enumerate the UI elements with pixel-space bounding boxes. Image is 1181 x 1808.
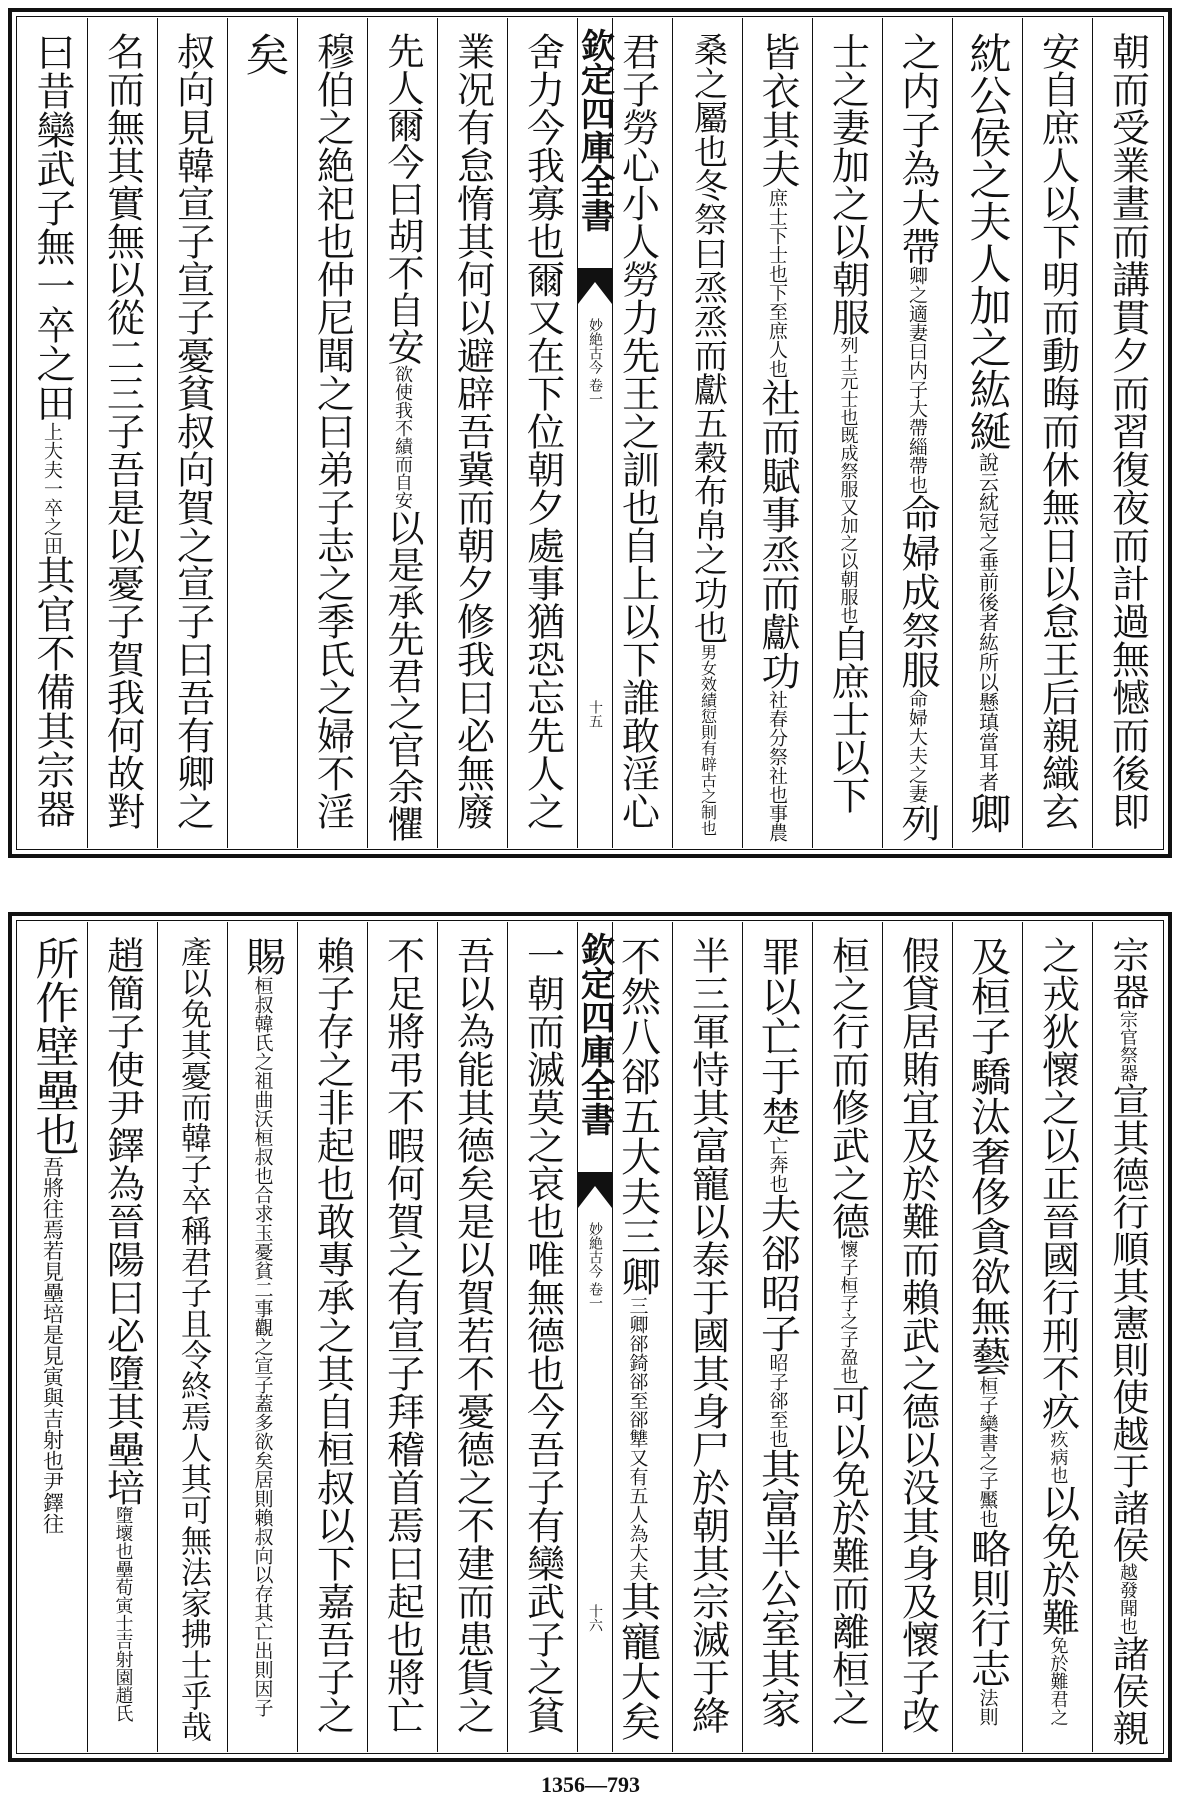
text-column [87,922,157,1752]
column-text [175,936,211,1742]
column-text [963,32,1013,834]
main-text: 皆衣其夫 [755,32,800,188]
column-text [310,32,355,830]
main-text: 假貸居賄宜及於難而賴武之德以没其身及懷子改 [895,936,940,1734]
main-text: 吾以為能其德矣是以賀若不憂德之不建而患貨之 [450,936,495,1734]
column-text [100,936,145,1722]
spine-title: 欽定四庫全書 [574,28,615,232]
annotation-note: 宗官祭器 [1117,1010,1138,1082]
text-column [672,18,742,848]
column-text [895,32,940,842]
main-text: 其寵大矣 [614,1581,661,1741]
annotation-note: 越發聞也 [1117,1563,1138,1635]
column-text [825,32,870,814]
main-text: 命婦成祭服 [895,494,940,689]
main-text: 桓之行而修武之德 [825,936,870,1240]
text-column [952,18,1022,848]
text-column [507,18,577,848]
annotation-note: 吾將往焉若見壘培是見寅與吉射也尹鐸往 [40,1156,65,1534]
column-text [1035,32,1080,830]
main-text: 夫郤昭子 [754,1193,801,1353]
text-column [812,18,882,848]
main-text: 宣其德行順其憲則使越于諸侯 [1106,1082,1149,1563]
column-text [754,936,801,1728]
text-column [367,922,437,1752]
column-text [310,936,355,1734]
annotation-note: 列士元士也既成祭服又加之以朝服也 [837,336,859,624]
text-column [742,18,812,848]
main-text: 其官不備其宗器 [30,555,75,828]
annotation-note: 庶士下士也下至庶人也 [766,188,788,378]
main-text: 先人爾今曰胡不自安 [381,32,424,365]
annotation-note: 桓子欒書之子黶也 [976,1376,999,1528]
text-column [157,18,227,848]
column-text [170,32,215,830]
column-text [381,32,424,842]
text-column [157,922,227,1752]
annotation-note: 昭子郤至也 [766,1353,789,1448]
text-column [18,922,87,1752]
column-text [1106,936,1149,1746]
annotation-note: 命婦大夫之妻 [906,689,928,803]
main-text: 名而無其實無以從二三子吾是以憂子賀我何故對 [100,32,145,830]
column-text [895,936,940,1734]
column-text [100,32,145,830]
main-text: 所作壁壘也 [27,936,79,1156]
upper-right-half [603,18,1162,848]
text-column [297,922,367,1752]
main-text: 桑之屬也冬祭曰烝烝而獻五穀布帛之功也 [687,32,728,644]
main-text: 舍力今我寡也爾又在下位朝夕處事猶恐忘先人之 [520,32,565,830]
column-text [755,32,800,842]
text-column [367,18,437,848]
annotation-note: 男女效績愆則有辟古之制也 [698,644,718,836]
text-column [437,922,507,1752]
main-text: 君子勞心小人勞力先王之訓也自上以下誰敢淫心 [615,32,660,830]
upper-left-half [18,18,577,848]
column-text [687,32,728,836]
main-text: 之内子為大帶 [895,32,940,266]
main-text: 不足將弔不暇何賀之有宣子拜稽首焉曰起也將亡 [380,936,425,1734]
column-text [27,936,79,1534]
text-column [227,922,297,1752]
text-column [882,922,952,1752]
spine-title: 欽定四庫全書 [574,932,615,1136]
upper-center-spine [574,18,615,848]
main-text: 一朝而滅莫之哀也唯無德也今吾子有欒武子之貧 [520,936,565,1734]
lower-center-spine [574,922,615,1752]
text-column [742,922,812,1752]
lower-right-half [603,922,1162,1752]
main-text: 社而賦事烝而獻功 [755,378,800,690]
text-column [672,922,742,1752]
annotation-note: 疚病也 [1047,1430,1069,1484]
lower-left-half [18,922,577,1752]
column-text [520,936,565,1734]
main-text: 卿 [963,792,1013,834]
annotation-note: 法則 [976,1688,999,1726]
text-column [507,922,577,1752]
annotation-note: 免於難君之 [1047,1636,1069,1726]
text-column [952,922,1022,1752]
text-column [437,18,507,848]
main-text: 叔向見韓宣子宣子憂貧叔向賀之宣子曰吾有卿之 [170,32,215,830]
annotation-note: 說云紞冠之垂前後者紘所以懸瑱當耳者 [975,452,1000,792]
text-column [87,18,157,848]
text-column [1092,18,1162,848]
annotation-note: 桓叔韓氏之祖曲沃桓叔也合求玉憂貧二事觀之宣子蓋多欲矣居則賴叔向以存其亡出則因子 [251,976,274,1717]
annotation-note: 上大夫一卒之田 [41,422,63,555]
annotation-note: 社春分祭社也事農 [766,690,788,842]
column-text [450,936,495,1734]
main-text: 列 [895,803,940,842]
spine-volume: 卷一 [587,378,603,406]
main-text: 穆伯之絶祀也仲尼聞之曰弟子志之季氏之婦不淫 [310,32,355,830]
main-text: 產以免其憂而韓子卒稱君子且令終焉人其可無法家拂士乎哉 [175,936,211,1742]
main-text: 及桓子驕汰奢侈貪欲無藝 [964,936,1011,1376]
spine-page-number: 十六 [587,1604,603,1632]
page-footer-number: 1356—793 [541,1772,640,1797]
spine-volume: 卷一 [587,1282,603,1310]
annotation-note: 墮壞也壘荀寅士吉射園趙氏 [112,1506,134,1722]
main-text: 以免於難 [1035,1484,1080,1636]
main-text: 朝而受業晝而講貫夕而習復夜而計過無憾而後即 [1105,32,1150,830]
spine-subtitle: 妙絶古今 [587,1222,603,1278]
page-lower [8,912,1172,1762]
main-text: 賜 [239,936,286,976]
column-text [450,32,495,830]
column-text [1035,936,1080,1726]
main-text: 可以免於難而離桓之 [825,1384,870,1726]
annotation-note: 亡奔也 [766,1136,789,1193]
main-text: 曰昔欒武子無一卒之田 [30,32,75,422]
main-text: 士之妻加之以朝服 [825,32,870,336]
main-text: 趙簡子使尹鐸為晉陽曰必墮其壘培 [100,936,145,1506]
column-text [1105,32,1150,830]
main-text: 不然八郤五大夫三卿 [614,936,661,1296]
main-text: 矣 [237,32,289,76]
column-text [239,936,286,1717]
text-column [227,18,297,848]
main-text: 宗器 [1106,936,1149,1010]
column-text [615,32,660,830]
main-text: 之戎狄懷之以正晉國行刑不疚 [1035,936,1080,1430]
main-text: 半三軍恃其富寵以泰于國其身尸於朝其宗滅于絳 [685,936,730,1734]
main-text: 自庶士以下 [825,624,870,814]
main-text: 賴子存之非起也敢專承之其自桓叔以下嘉吾子之 [310,936,355,1734]
column-text [380,936,425,1734]
main-text: 諸侯親 [1106,1635,1149,1746]
text-column [812,922,882,1752]
spine-page-number: 十五 [587,700,603,728]
column-text [614,936,661,1741]
annotation-note: 懷子桓子之子盈也 [837,1240,859,1384]
annotation-note: 三卿郤錡郤至郤犨又有五人為大夫 [626,1296,649,1581]
column-text [685,936,730,1734]
main-text: 以是承先君之官余懼 [381,509,424,842]
spine-subtitle: 妙絶古今 [587,318,603,374]
main-text: 略則行志 [964,1528,1011,1688]
text-column [1022,922,1092,1752]
column-text [520,32,565,830]
text-column [1092,922,1162,1752]
column-text [30,32,75,828]
column-text [964,936,1011,1726]
fishtail-ornament [578,1172,612,1208]
main-text: 罪以亡于楚 [754,936,801,1136]
text-column [882,18,952,848]
annotation-note: 卿之適妻曰内子大帶緇帶也 [906,266,928,494]
fishtail-ornament [578,268,612,304]
text-column [1022,18,1092,848]
main-text: 其富半公室其家 [754,1448,801,1728]
page-upper [8,8,1172,858]
main-text: 業况有怠惰其何以避辟吾冀而朝夕修我曰必無廢 [450,32,495,830]
text-column [18,18,87,848]
main-text: 紞公侯之夫人加之紘綖 [963,32,1013,452]
annotation-note: 欲使我不績而自安 [392,365,413,509]
text-column [297,18,367,848]
column-text [825,936,870,1726]
column-text [237,32,289,76]
main-text: 安自庶人以下明而動晦而休無日以怠王后親織玄 [1035,32,1080,830]
